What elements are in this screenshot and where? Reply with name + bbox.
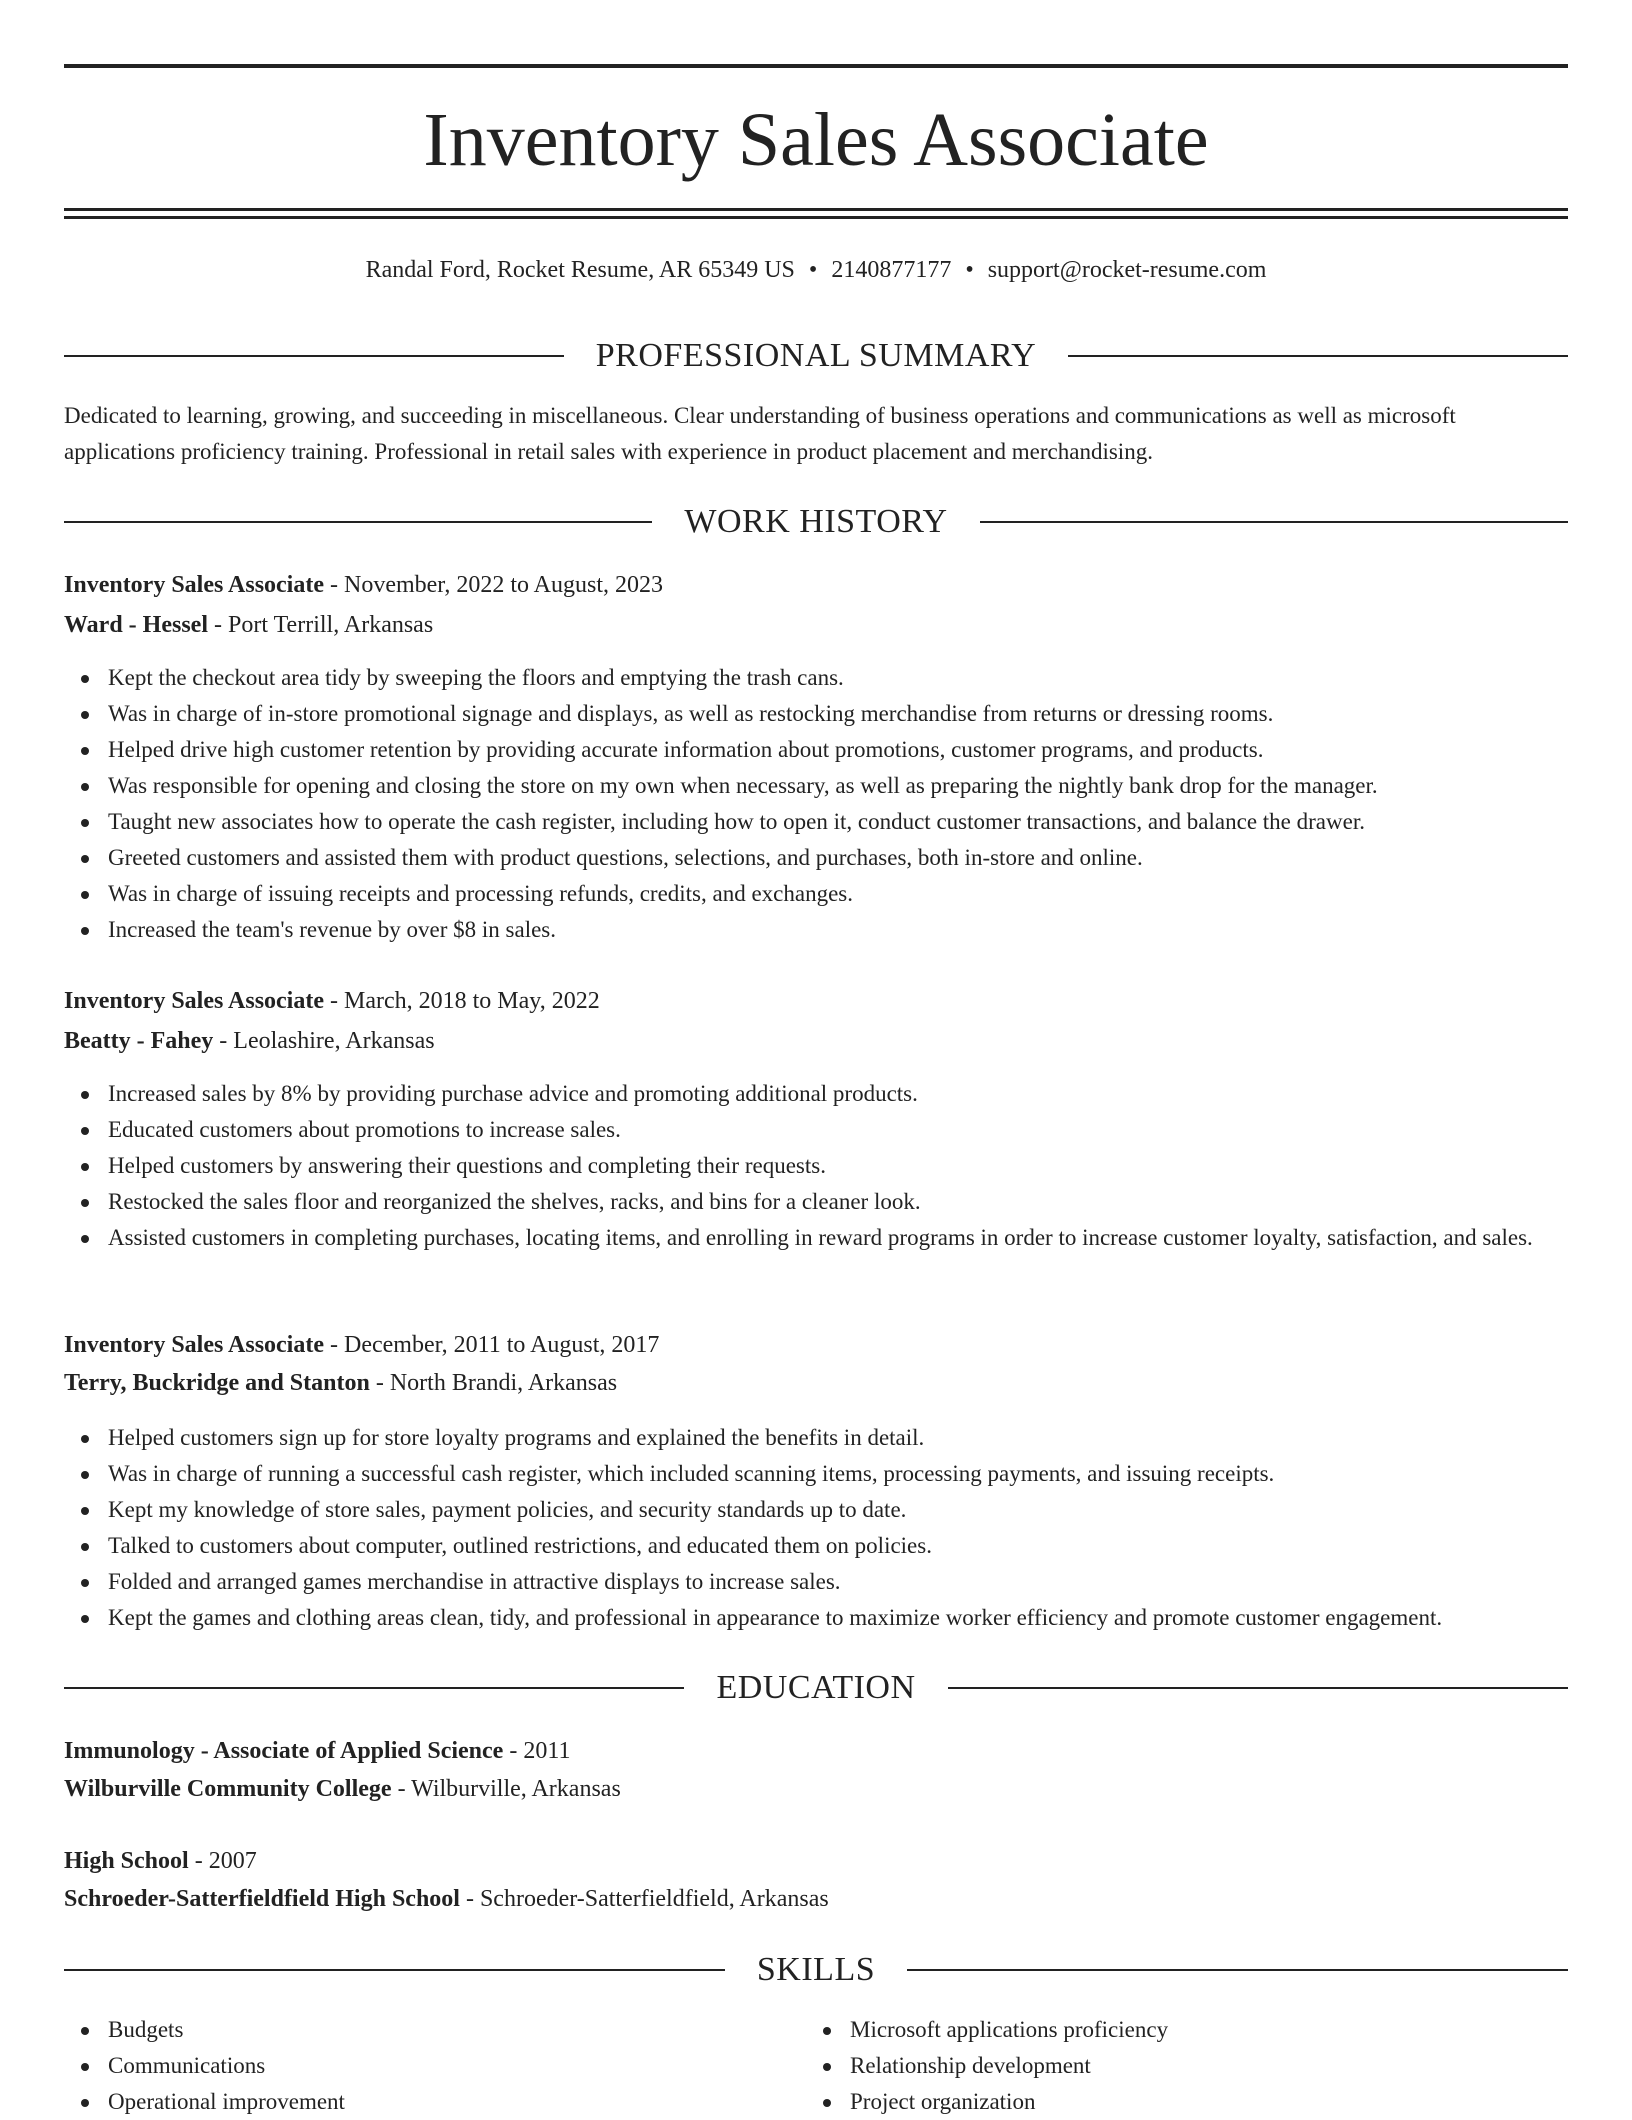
job-bullets: [64, 1420, 1568, 1636]
job-dates: - December, 2011 to August, 2017: [324, 1332, 660, 1358]
contact-email[interactable]: support@rocket-resume.com: [987, 257, 1267, 283]
resume-title: Inventory Sales Associate: [423, 98, 1209, 182]
contact-line: [64, 254, 1568, 286]
job-company: Beatty - Fahey: [64, 1028, 214, 1054]
job-title: Inventory Sales Associate: [64, 572, 324, 598]
heading-rule-left: [64, 521, 652, 523]
education-school-line: [64, 1770, 1568, 1808]
list-item: Increased sales by 8% by providing purchase advice and promoting additional products.: [64, 1076, 1568, 1112]
section-heading-label: SKILLS: [756, 1951, 876, 1988]
job-title-line: [64, 566, 1568, 604]
list-item: Budgets: [64, 2012, 1568, 2048]
job-company-line: [64, 606, 1568, 644]
list-item: Was in charge of in-store promotional signage and displays, as well as restocking merchandise from returns or dressing rooms.: [64, 696, 1568, 732]
job-company-line: [64, 1364, 1568, 1402]
list-item: Relationship development: [806, 2048, 1632, 2084]
list-item: Communications: [64, 2048, 1568, 2084]
job-bullets: [64, 1076, 1568, 1256]
list-item: Greeted customers and assisted them with product questions, selections, and purchases, both in-store and online.: [64, 840, 1568, 876]
header-top-rule: [64, 64, 1568, 68]
summary-text: Dedicated to learning, growing, and succeeding in miscellaneous. Clear understanding of business operations and communications as well as microsoft applications proficiency training. Professional in retail sales with experience in product placement and merchandising.: [64, 403, 1456, 464]
job-title-line: [64, 982, 1568, 1020]
job-company: Terry, Buckridge and Stanton: [64, 1370, 370, 1396]
section-heading-summary: [64, 336, 1568, 376]
section-heading-skills: [64, 1950, 1568, 1990]
job-location: - North Brandi, Arkansas: [369, 1370, 618, 1396]
education-school: Schroeder-Satterfieldfield High School: [64, 1886, 460, 1912]
section-heading-label: WORK HISTORY: [684, 503, 948, 540]
list-item: Kept the checkout area tidy by sweeping the floors and emptying the trash cans.: [64, 660, 1568, 696]
education-location: - Wilburville, Arkansas: [391, 1776, 621, 1802]
list-item: Helped customers sign up for store loyalty programs and explained the benefits in detail.: [64, 1420, 1568, 1456]
list-item: Was responsible for opening and closing the store on my own when necessary, as well as preparing the nightly bank drop for the manager.: [64, 768, 1568, 804]
list-item: Helped customers by answering their questions and completing their requests.: [64, 1148, 1568, 1184]
list-item: Helped drive high customer retention by providing accurate information about promotions, customer programs, and products.: [64, 732, 1568, 768]
heading-rule-right: [948, 1687, 1568, 1689]
heading-rule-left: [64, 1969, 725, 1971]
education-degree-line: [64, 1842, 1568, 1880]
list-item: Educated customers about promotions to increase sales.: [64, 1112, 1568, 1148]
contact-separator: •: [808, 257, 818, 283]
heading-rule-left: [64, 1687, 684, 1689]
heading-rule-right: [1068, 355, 1568, 357]
list-item: Talked to customers about computer, outlined restrictions, and educated them on policies.: [64, 1528, 1568, 1564]
section-heading-label: PROFESSIONAL SUMMARY: [595, 337, 1037, 374]
education-year: - 2007: [188, 1848, 257, 1874]
job-bullets: [64, 660, 1568, 948]
section-heading-education: [64, 1668, 1568, 1708]
list-item: Microsoft applications proficiency: [806, 2012, 1632, 2048]
list-item: Operational improvement: [64, 2084, 1568, 2120]
list-item: Was in charge of running a successful cash register, which included scanning items, processing payments, and issuing receipts.: [64, 1456, 1568, 1492]
job-company: Ward - Hessel: [64, 612, 208, 638]
list-item: Increased the team's revenue by over $8 in sales.: [64, 912, 1568, 948]
heading-rule-right: [980, 521, 1568, 523]
job-location: - Leolashire, Arkansas: [213, 1028, 435, 1054]
list-item: Taught new associates how to operate the cash register, including how to open it, conduct customer transactions, and balance the drawer.: [64, 804, 1568, 840]
education-degree-line: [64, 1732, 1568, 1770]
header-double-rule-upper: [64, 208, 1568, 211]
education-school: Wilburville Community College: [64, 1776, 392, 1802]
job-title: Inventory Sales Associate: [64, 1332, 324, 1358]
job-location: - Port Terrill, Arkansas: [208, 612, 434, 638]
section-heading-work: [64, 502, 1568, 542]
list-item: Project organization: [806, 2084, 1632, 2120]
job-dates: - November, 2022 to August, 2023: [324, 572, 664, 598]
heading-rule-left: [64, 355, 564, 357]
list-item: Kept the games and clothing areas clean, tidy, and professional in appearance to maximize worker efficiency and promote customer engagement.: [64, 1600, 1568, 1636]
education-year: - 2011: [503, 1738, 571, 1764]
heading-rule-right: [907, 1969, 1568, 1971]
contact-address: Randal Ford, Rocket Resume, AR 65349 US: [365, 257, 795, 283]
section-heading-label: EDUCATION: [716, 1669, 916, 1706]
job-company-line: [64, 1022, 1568, 1060]
education-degree: High School: [64, 1848, 189, 1874]
job-title: Inventory Sales Associate: [64, 988, 324, 1014]
skills-list-right: [806, 2012, 1632, 2120]
contact-phone: 2140877177: [831, 257, 952, 283]
job-title-line: [64, 1326, 1568, 1364]
job-dates: - March, 2018 to May, 2022: [324, 988, 600, 1014]
list-item: Was in charge of issuing receipts and processing refunds, credits, and exchanges.: [64, 876, 1568, 912]
header-double-rule-lower: [64, 216, 1568, 219]
education-school-line: [64, 1880, 1568, 1918]
contact-separator: •: [965, 257, 974, 283]
list-item: Restocked the sales floor and reorganized the shelves, racks, and bins for a cleaner look.: [64, 1184, 1568, 1220]
list-item: Folded and arranged games merchandise in attractive displays to increase sales.: [64, 1564, 1568, 1600]
list-item: Kept my knowledge of store sales, payment policies, and security standards up to date.: [64, 1492, 1568, 1528]
list-item: Assisted customers in completing purchases, locating items, and enrolling in reward programs in order to increase customer loyalty, satisfaction, and sales.: [64, 1220, 1568, 1256]
education-location: - Schroeder-Satterfieldfield, Arkansas: [459, 1886, 829, 1912]
education-degree: Immunology - Associate of Applied Science: [64, 1738, 504, 1764]
